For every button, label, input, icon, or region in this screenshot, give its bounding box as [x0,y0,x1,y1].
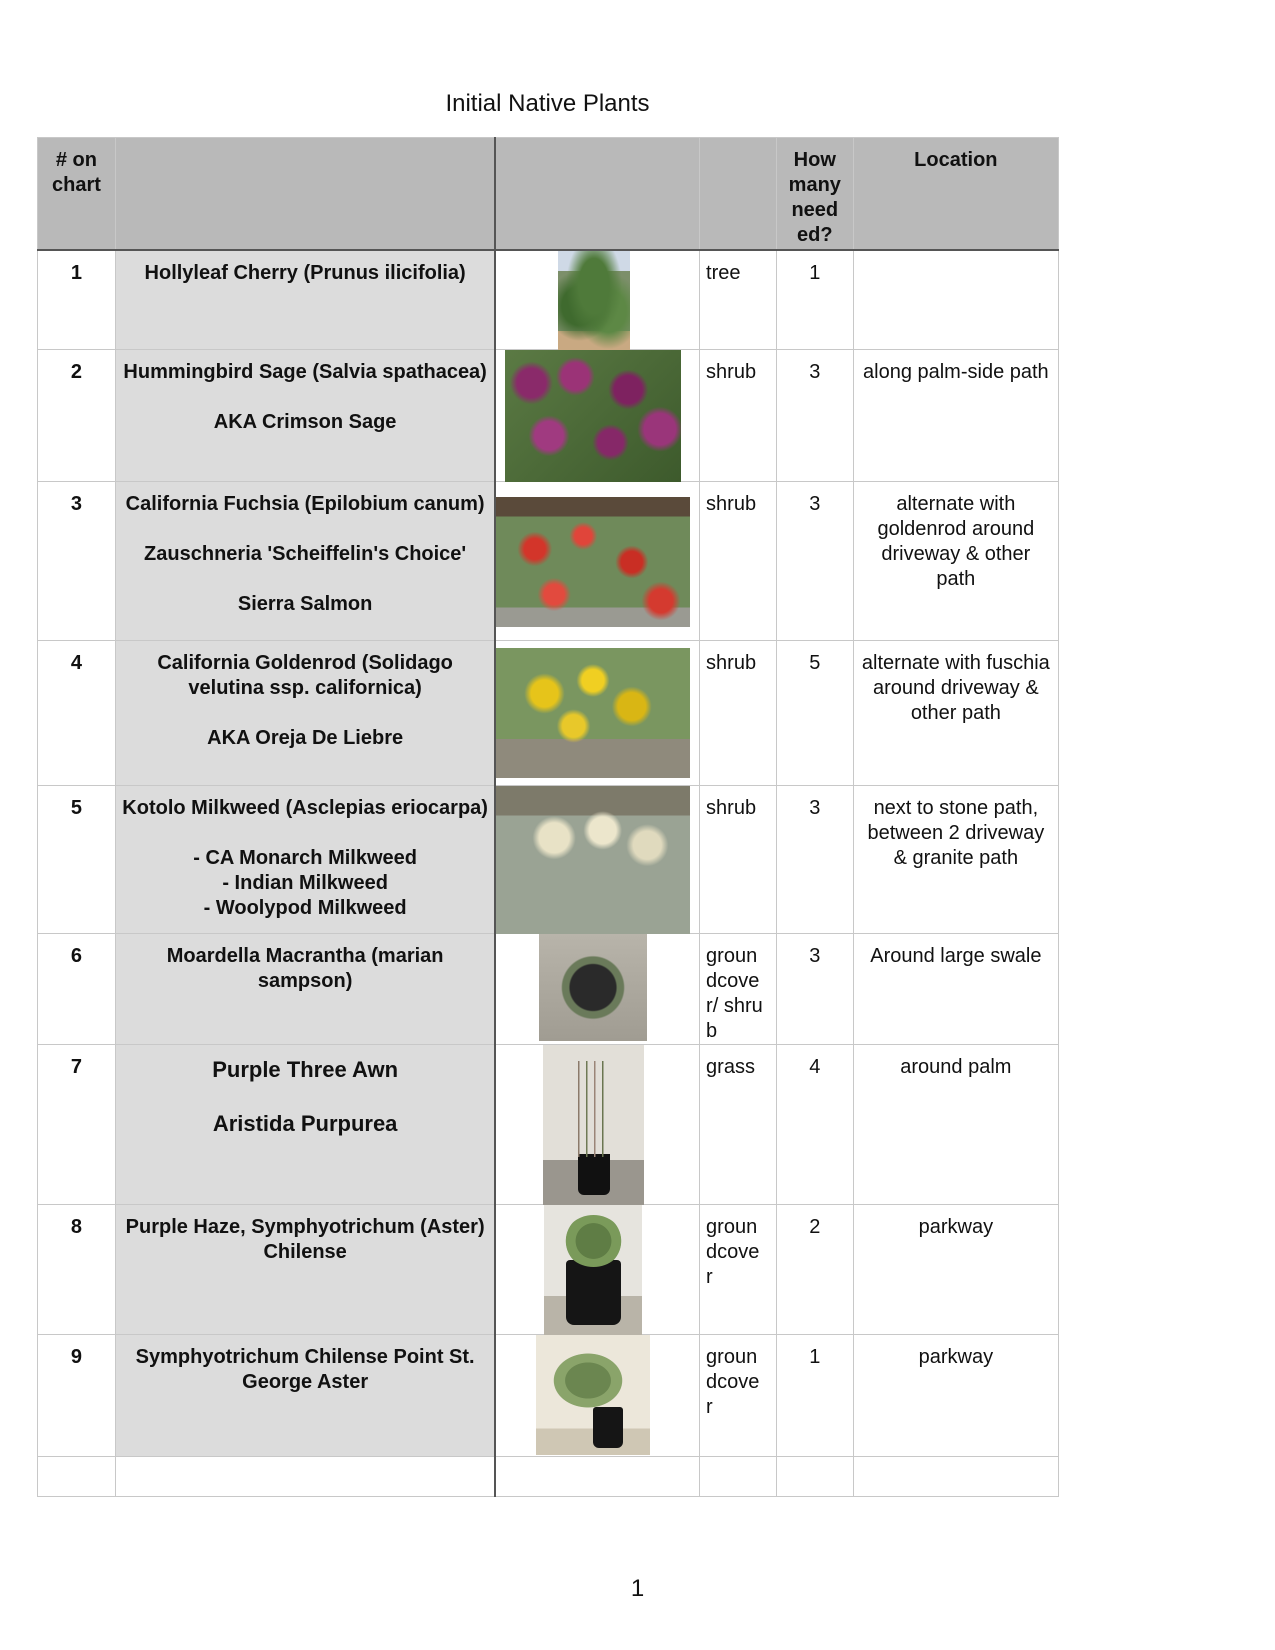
plant-photo [536,1335,650,1455]
plant-photo-cell [495,1045,699,1205]
plant-quantity: 3 [776,934,853,1045]
plant-photo-cell [495,250,699,350]
plant-type: shrub [700,350,777,482]
plant-type: groun dcove r [700,1205,777,1335]
plant-name-gap [122,821,488,846]
plant-name [115,934,495,1045]
table-row [38,641,1059,786]
row-number: 4 [38,641,116,786]
plant-name-line: - Woolypod Milkweed [203,897,407,919]
plant-quantity: 1 [776,250,853,350]
header-name [115,138,495,250]
empty-cell [38,1457,116,1497]
plant-name-line: California Goldenrod (Solidago velutina ssp. californica) [157,652,453,699]
plant-photo [496,786,690,934]
page-number: 1 [630,1575,645,1602]
empty-cell [495,1457,699,1497]
empty-cell [776,1457,853,1497]
plant-name-line: - Indian Milkweed [222,872,388,894]
plant-quantity: 1 [776,1335,853,1457]
plant-name-line: Hollyleaf Cherry (Prunus ilicifolia) [144,261,466,284]
plant-type: groun dcove r/ shrub [700,934,777,1045]
plant-location: alternate with goldenrod around driveway & other path [853,482,1058,641]
plant-photo [496,648,690,778]
plant-photo-cell [495,482,699,641]
plant-photo-cell [495,786,699,934]
plant-photo-cell [495,1335,699,1457]
plant-name [115,786,495,934]
plant-photo-cell [495,934,699,1045]
plant-location: Around large swale [853,934,1058,1045]
plant-quantity: 2 [776,1205,853,1335]
plant-photo-cell [495,641,699,786]
empty-cell [853,1457,1058,1497]
row-number: 8 [38,1205,116,1335]
plants-table [37,137,1059,1497]
table-row [38,786,1059,934]
plant-type: shrub [700,482,777,641]
plant-quantity: 4 [776,1045,853,1205]
table-row [38,350,1059,482]
table-row-empty [38,1457,1059,1497]
plant-name-line: AKA Oreja De Liebre [207,727,404,749]
plant-name-gap [122,517,488,542]
plant-name-line: AKA Crimson Sage [213,411,397,433]
plant-photo [505,350,681,482]
plant-type: groun dcove r [700,1335,777,1457]
plant-name-line: California Fuchsia (Epilobium canum) [125,493,485,515]
plant-location: next to stone path, between 2 driveway & granite path [853,786,1058,934]
table-row [38,1045,1059,1205]
plant-name [115,1335,495,1457]
plant-name-line: Kotolo Milkweed (Asclepias eriocarpa) [122,797,488,819]
plant-type: tree [700,250,777,350]
plant-name [115,350,495,482]
table-row [38,250,1059,350]
row-number: 7 [38,1045,116,1205]
plant-name-gap [122,701,488,726]
plant-photo [543,1045,644,1205]
plant-location [853,250,1058,350]
plant-name-line: Sierra Salmon [237,593,373,615]
plant-name-line: Zauschneria 'Scheiffelin's Choice' [144,543,467,565]
plant-name-gap [122,385,488,410]
page-title: Initial Native Plants [445,90,650,117]
row-number: 9 [38,1335,116,1457]
plant-name-line: Moardella Macrantha (marian sampson) [166,945,444,992]
plant-photo [558,251,630,351]
plant-name-line: Hummingbird Sage (Salvia spathacea) [123,361,487,383]
empty-cell [700,1457,777,1497]
plant-photo [544,1205,642,1335]
plant-name [115,482,495,641]
plant-type: grass [700,1045,777,1205]
plant-location: parkway [853,1205,1058,1335]
header-location: Location [853,138,1058,250]
table-row [38,934,1059,1045]
plant-location: alternate with fuschia around driveway & other path [853,641,1058,786]
plant-photo [539,934,647,1041]
plant-name [115,1045,495,1205]
plant-quantity: 3 [776,482,853,641]
plant-quantity: 5 [776,641,853,786]
plant-name-gap [122,1084,488,1109]
plant-photo-cell [495,350,699,482]
plant-name-gap [122,567,488,592]
plant-location: along palm-side path [853,350,1058,482]
plant-quantity: 3 [776,350,853,482]
plant-location: parkway [853,1335,1058,1457]
table-row [38,1205,1059,1335]
header-quantity: How many need ed? [776,138,853,250]
row-number: 6 [38,934,116,1045]
plant-name-line: Purple Haze, Symphyotrichum (Aster) Chilense [125,1216,485,1263]
row-number: 2 [38,350,116,482]
row-number: 5 [38,786,116,934]
plant-photo-cell [495,1205,699,1335]
plant-photo [496,497,690,627]
plant-location: around palm [853,1045,1058,1205]
plant-name [115,250,495,350]
table-row [38,1335,1059,1457]
header-type [700,138,777,250]
header-image [495,138,699,250]
plant-name-line: Symphyotrichum Chilense Point St. George Aster [135,1346,475,1393]
plant-quantity: 3 [776,786,853,934]
table-row [38,482,1059,641]
plant-name [115,1205,495,1335]
header-number: # on chart [38,138,116,250]
plant-name [115,641,495,786]
plant-name-line: - CA Monarch Milkweed [193,847,417,869]
row-number: 1 [38,250,116,350]
empty-cell [115,1457,495,1497]
plant-type: shrub [700,786,777,934]
plant-name-line: Aristida Purpurea [212,1111,398,1136]
row-number: 3 [38,482,116,641]
table-header-row [38,138,1059,250]
plant-type: shrub [700,641,777,786]
plant-name-line: Purple Three Awn [212,1057,399,1082]
